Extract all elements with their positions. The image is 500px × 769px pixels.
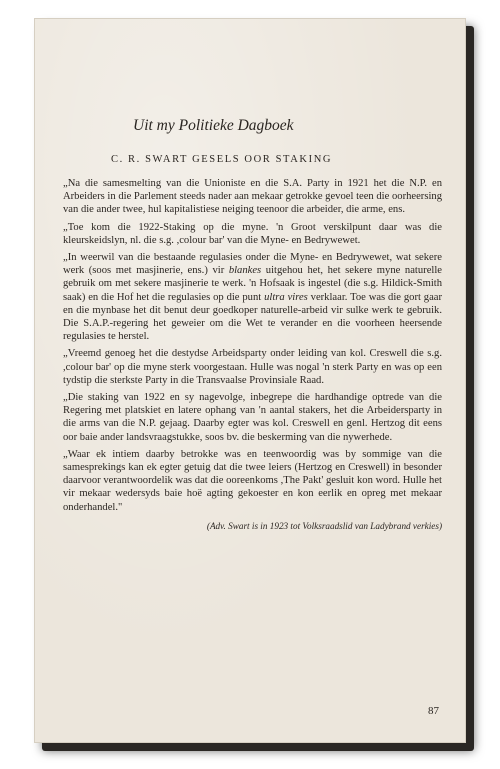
italic-term-blankes: blankes [228,265,262,277]
italic-term-ultra-vires: ultra vires [264,291,308,303]
page-number: 87 [428,705,439,717]
paragraph-text: „Vreemd genoeg het die destydse Arbeidsparty onder leiding van kol. Creswell die s.g. ,colour bar' op die myne sterk voorgestaan. Hulle was nogal 'n sterk Party en was op een tydstip die sterkste Party in die Transvaalse Provinsiale Raad. [63,348,442,386]
paragraph-4 [63,347,442,387]
page-title: Uit my Politieke Dagboek [133,117,294,134]
page-content [63,117,442,532]
paragraph-text: „Toe kom die 1922-Staking op die myne. 'n Groot verskilpunt daar was die kleurskeidslyn, nl. die s.g. ,colour bar' van die Myne- en Bedrywewet. [63,221,442,246]
paragraph-6 [63,448,442,514]
document-page [34,18,466,743]
paragraph-5 [63,391,442,444]
paragraph-text: uitgehou het, het sekere myne naturelle gebruik om met sekere masjinerie te werk. 'n Hofsaak is ingestel (die s.g. Hildick-Smith saak) en die Hof het die regulasies op die punt [63,265,442,303]
footnote: (Adv. Swart is in 1923 tot Volksraadslid van Ladybrand verkies) [206,520,442,531]
page-subtitle: C. R. SWART GESELS OOR STAKING [111,154,333,165]
paragraph-text: „Na die samesmelting van die Unioniste en die S.A. Party in 1921 het die N.P. en Arbeiders in die Parlement steeds nader aan mekaar getrokke gevoel teen die oorheersing van die ander twee, hul kapitalistiese neiging teenoor die arbeider, die arme, ens. [63,178,442,216]
paragraph-1 [63,177,442,217]
paragraph-text: „Die staking van 1922 en sy nagevolge, inbegrepe die hardhandige optrede van die Regering met platskiet en latere ophang van 'n aantal stakers, het die Arbeidersparty in die arms van die N.P. gejaag. Daarby egter was kol. Creswell en genl. Hertzog dit eens oor baie ander landsvraagstukke, soos bv. die beskerming van die nywerhede. [63,392,442,443]
paragraph-text: verklaar. Toe was die gort gaar en die mynbase het dit benut deur goedkoper naturelle-arbeid vir sulke werk te gebruik. Die S.A.P.-regering het geweier om die Wet te verander en die voorheen heersende regulasies te herstel. [63,291,443,343]
paragraph-2 [63,221,442,247]
paragraph-3 [63,251,442,343]
paragraph-text: „In weerwil van die bestaande regulasies onder die Myne- en Bedrywewet, wat sekere werk (soos met masjinerie, ens.) vir [63,252,442,277]
paragraph-text: „Waar ek intiem daarby betrokke was en teenwoordig was by sommige van die samesprekings kan ek egter getuig dat die twee leiers (Hertzog en Creswell) in besonder daarvoor verantwoordelik was dat die ooreenkoms ,The Pakt' gesluit kon word. Hulle het vir mekaar wedersyds baie hoë agting gekoester en kon eerlik en opreg met mekaar onderhandel." [63,448,442,513]
